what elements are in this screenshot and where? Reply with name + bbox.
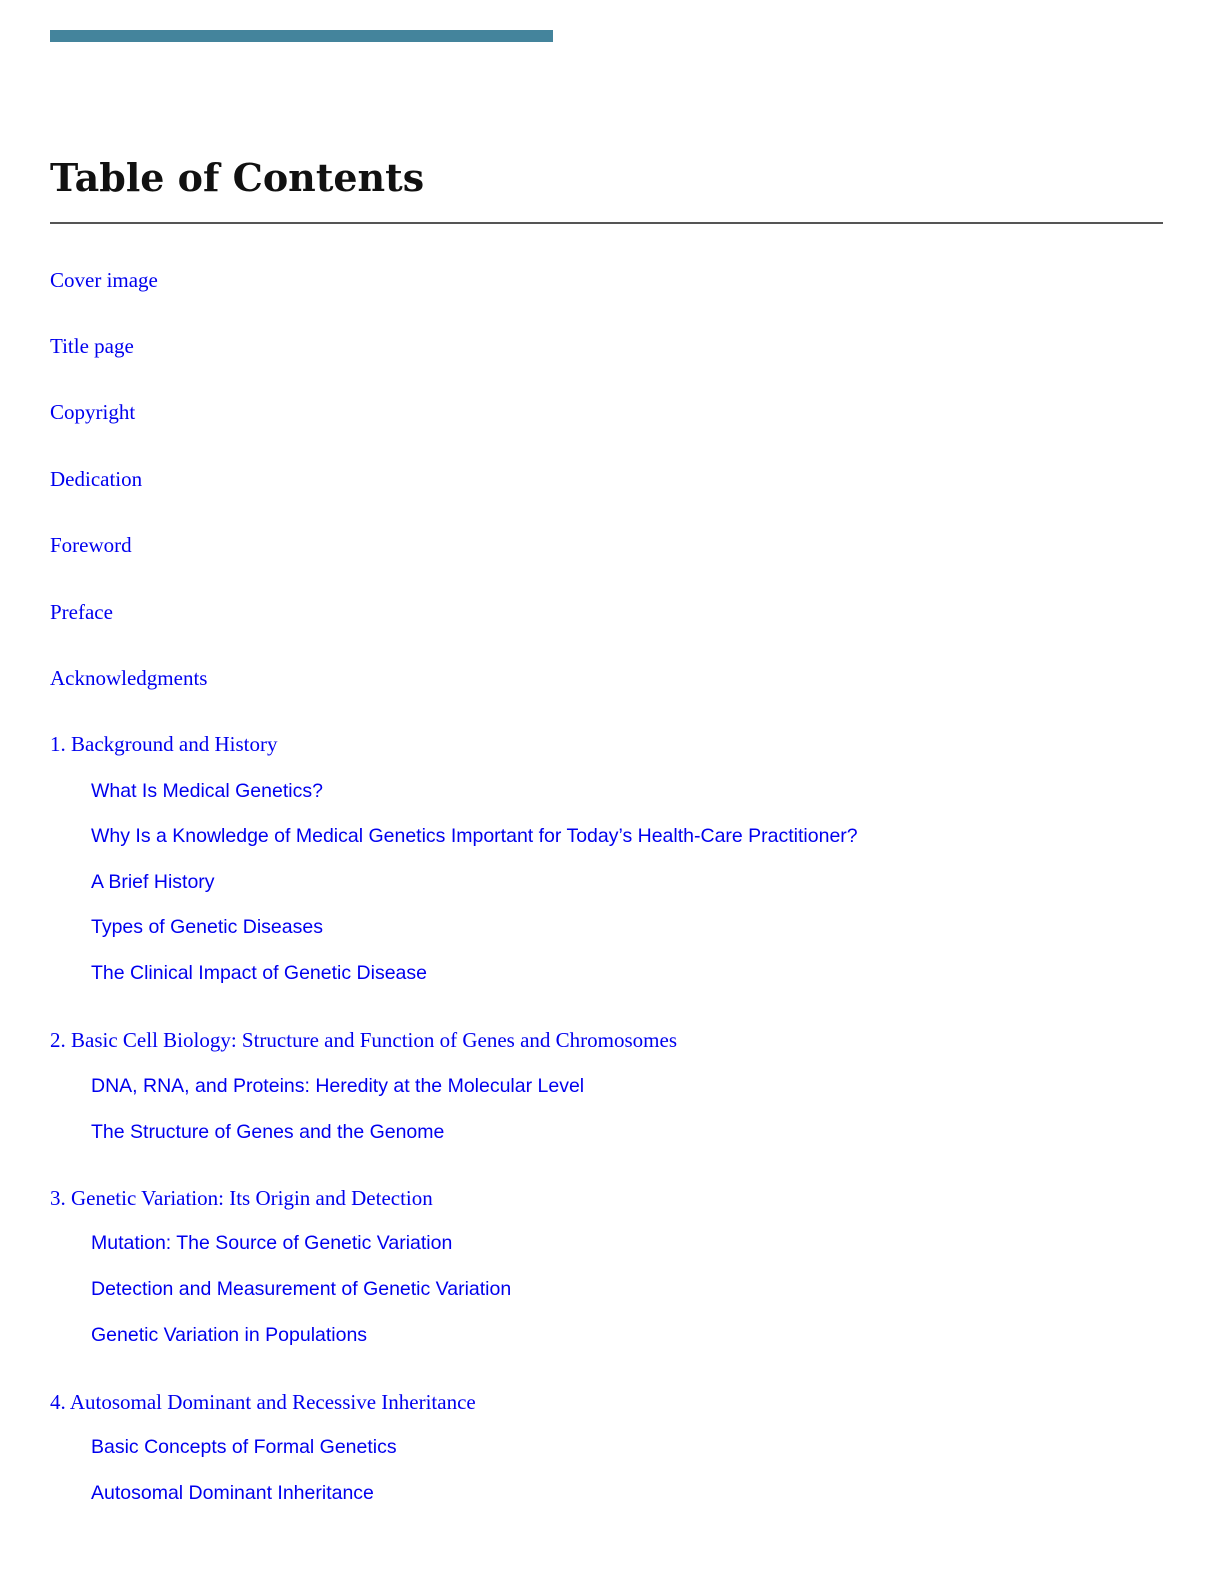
- toc-chapter-2[interactable]: 2. Basic Cell Biology: Structure and Function of Genes and Chromosomes: [50, 1028, 678, 1052]
- toc-section-3-2[interactable]: Detection and Measurement of Genetic Variation: [91, 1278, 512, 1300]
- page-title: Table of Contents: [50, 155, 425, 200]
- toc-section-1-5[interactable]: The Clinical Impact of Genetic Disease: [91, 962, 427, 984]
- toc-link-preface[interactable]: Preface: [50, 600, 113, 624]
- toc-link-acknowledgments[interactable]: Acknowledgments: [50, 666, 208, 690]
- toc-section-4-1[interactable]: Basic Concepts of Formal Genetics: [91, 1436, 397, 1458]
- toc-section-1-2[interactable]: Why Is a Knowledge of Medical Genetics Important for Today’s Health-Care Practitioner?: [91, 825, 858, 847]
- toc-link-cover-image[interactable]: Cover image: [50, 268, 158, 292]
- toc-section-4-2[interactable]: Autosomal Dominant Inheritance: [91, 1482, 374, 1504]
- toc-section-2-2[interactable]: The Structure of Genes and the Genome: [91, 1121, 445, 1143]
- toc-link-dedication[interactable]: Dedication: [50, 467, 143, 491]
- toc-section-1-3[interactable]: A Brief History: [91, 871, 215, 893]
- toc-link-foreword[interactable]: Foreword: [50, 533, 132, 557]
- toc-chapter-3[interactable]: 3. Genetic Variation: Its Origin and Detection: [50, 1186, 433, 1210]
- toc-link-copyright[interactable]: Copyright: [50, 400, 136, 424]
- toc-section-1-1[interactable]: What Is Medical Genetics?: [91, 780, 323, 802]
- toc-link-title-page[interactable]: Title page: [50, 334, 134, 358]
- toc-section-1-4[interactable]: Types of Genetic Diseases: [91, 916, 323, 938]
- header-accent-bar: [50, 30, 553, 42]
- toc-chapter-1[interactable]: 1. Background and History: [50, 732, 278, 756]
- toc-section-3-3[interactable]: Genetic Variation in Populations: [91, 1324, 368, 1346]
- toc-section-3-1[interactable]: Mutation: The Source of Genetic Variation: [91, 1232, 453, 1254]
- toc-chapter-4[interactable]: 4. Autosomal Dominant and Recessive Inheritance: [50, 1390, 476, 1414]
- title-divider: [50, 222, 1163, 224]
- toc-section-2-1[interactable]: DNA, RNA, and Proteins: Heredity at the Molecular Level: [91, 1075, 585, 1097]
